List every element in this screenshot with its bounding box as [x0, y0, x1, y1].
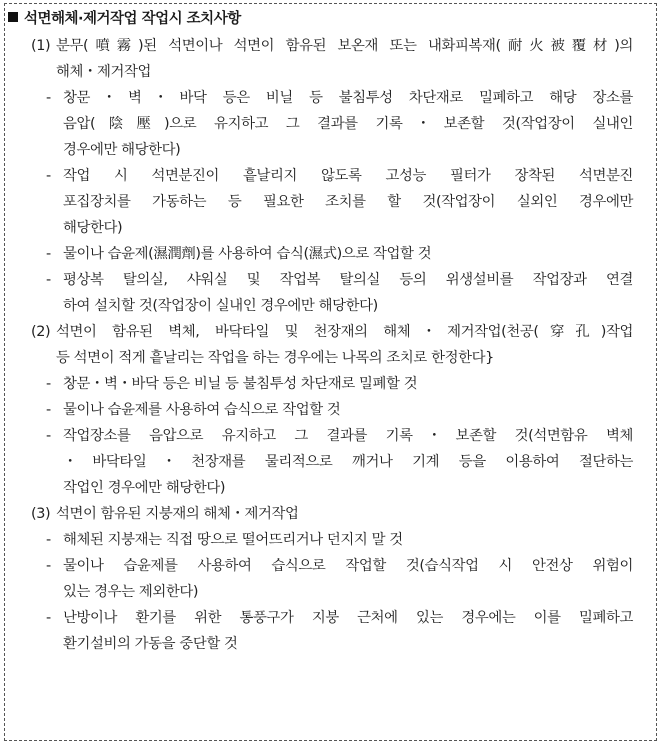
list-dash-bullet: - — [46, 610, 51, 626]
list-dash-bullet: - — [46, 90, 51, 106]
section-heading-line: 등 석면이 적게 흩날리는 작업을 하는 경우에는 나목의 조치로 한정한다} — [56, 350, 494, 366]
list-item-line: 물이나 습윤제(濕潤劑)를 사용하여 습식(濕式)으로 작업할 것 — [63, 246, 432, 262]
list-item-line: 창문・벽・바닥 등은 비닐 등 불침투성 차단재로 밀폐할 것 — [63, 376, 418, 392]
list-item-line: 작업인 경우에만 해당한다) — [63, 480, 226, 496]
list-item-line: 해체된 지붕재는 직접 땅으로 떨어뜨리거나 던지지 말 것 — [63, 532, 403, 548]
list-dash-bullet: - — [46, 272, 51, 288]
square-bullet-icon — [8, 12, 18, 22]
list-dash-bullet: - — [46, 246, 51, 262]
list-item-line: 물이나 습윤제를 사용하여 습식으로 작업할 것(습식작업 시 안전상 위험이 — [63, 558, 633, 574]
list-dash-bullet: - — [46, 558, 51, 574]
list-dash-bullet: - — [46, 428, 51, 444]
list-item-line: 작업장소를 음압으로 유지하고 그 결과를 기록・보존할 것(석면함유 벽체 — [63, 428, 633, 444]
list-item-line: 창문・벽・바닥 등은 비닐 등 불침투성 차단재로 밀폐하고 해당 장소를 — [63, 90, 633, 106]
list-item-line: 작업 시 석면분진이 흩날리지 않도록 고성능 필터가 장착된 석면분진 — [63, 168, 633, 184]
list-item-line: 경우에만 해당한다) — [63, 142, 181, 158]
list-item-line: 환기설비의 가동을 중단할 것 — [63, 636, 238, 652]
list-item-line: 하여 설치할 것(작업장이 실내인 경우에만 해당한다) — [63, 298, 378, 314]
list-item-line: 있는 경우는 제외한다) — [63, 584, 199, 600]
document-title — [8, 7, 241, 28]
section-heading-line: 해체・제거작업 — [56, 64, 151, 80]
list-item-line: 해당한다) — [63, 220, 123, 236]
list-dash-bullet: - — [46, 402, 51, 418]
list-item-line: 포집장치를 가동하는 등 필요한 조치를 할 것(작업장이 실외인 경우에만 — [63, 194, 633, 210]
list-dash-bullet: - — [46, 532, 51, 548]
title-text: 석면해체·제거작업 작업시 조치사항 — [24, 11, 241, 27]
list-item-line: 물이나 습윤제를 사용하여 습식으로 작업할 것 — [63, 402, 341, 418]
list-item-line: 난방이나 환기를 위한 통풍구가 지붕 근처에 있는 경우에는 이를 밀폐하고 — [63, 610, 633, 626]
list-dash-bullet: - — [46, 376, 51, 392]
list-item-line: 음압(陰壓)으로 유지하고 그 결과를 기록・보존할 것(작업장이 실내인 — [63, 116, 633, 132]
list-item-line: 평상복 탈의실, 샤워실 및 작업복 탈의실 등의 위생설비를 작업장과 연결 — [63, 272, 633, 288]
section-heading-line: 석면이 함유된 지붕재의 해체・제거작업 — [56, 506, 299, 522]
section-number: (3) — [31, 506, 51, 522]
section-number: (2) — [31, 324, 51, 340]
section-number: (1) — [31, 38, 51, 54]
section-heading-line: 분무(噴霧)된 석면이나 석면이 함유된 보온재 또는 내화피복재(耐火被覆材)의 — [56, 38, 633, 54]
list-item-line: ・바닥타일・천장재를 물리적으로 깨거나 기계 등을 이용하여 절단하는 — [63, 454, 633, 470]
list-dash-bullet: - — [46, 168, 51, 184]
section-heading-line: 석면이 함유된 벽체, 바닥타일 및 천장재의 해체・제거작업(천공(穿孔)작업 — [56, 324, 633, 340]
